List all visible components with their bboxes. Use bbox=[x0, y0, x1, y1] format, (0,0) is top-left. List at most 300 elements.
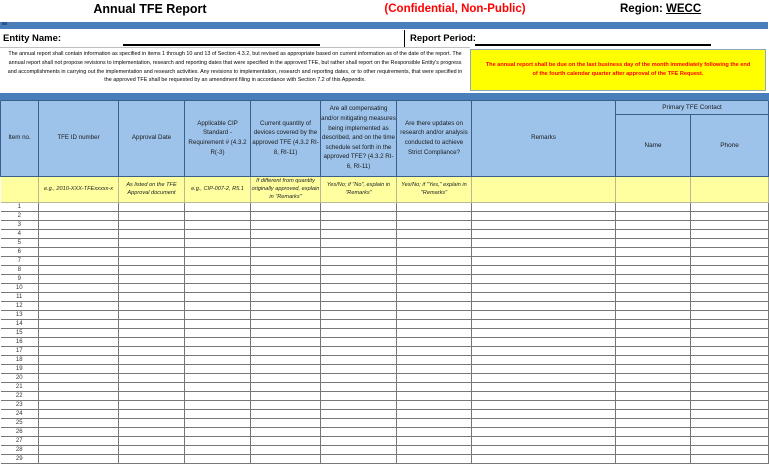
table-cell[interactable] bbox=[691, 220, 769, 229]
table-row[interactable] bbox=[1, 445, 769, 454]
table-cell[interactable] bbox=[119, 310, 185, 319]
table-cell[interactable] bbox=[39, 274, 119, 283]
table-cell[interactable] bbox=[185, 373, 251, 382]
table-cell[interactable] bbox=[472, 229, 616, 238]
table-cell[interactable] bbox=[616, 391, 691, 400]
table-cell[interactable] bbox=[321, 229, 397, 238]
table-cell[interactable] bbox=[616, 427, 691, 436]
table-cell[interactable] bbox=[119, 238, 185, 247]
table-cell[interactable] bbox=[472, 418, 616, 427]
table-cell[interactable] bbox=[472, 346, 616, 355]
table-cell[interactable] bbox=[691, 256, 769, 265]
table-cell[interactable] bbox=[397, 229, 472, 238]
table-cell[interactable] bbox=[397, 400, 472, 409]
table-cell[interactable] bbox=[472, 355, 616, 364]
table-cell[interactable] bbox=[251, 382, 321, 391]
table-cell[interactable] bbox=[397, 364, 472, 373]
table-cell[interactable] bbox=[616, 256, 691, 265]
table-cell[interactable] bbox=[321, 283, 397, 292]
table-cell[interactable] bbox=[321, 247, 397, 256]
table-cell[interactable] bbox=[251, 346, 321, 355]
table-cell[interactable] bbox=[185, 427, 251, 436]
table-cell[interactable] bbox=[321, 220, 397, 229]
table-cell[interactable] bbox=[616, 292, 691, 301]
table-cell[interactable] bbox=[185, 454, 251, 463]
table-cell[interactable] bbox=[185, 274, 251, 283]
table-cell[interactable] bbox=[397, 238, 472, 247]
table-cell[interactable] bbox=[616, 355, 691, 364]
table-cell[interactable] bbox=[251, 427, 321, 436]
table-cell[interactable] bbox=[185, 310, 251, 319]
table-cell[interactable] bbox=[39, 364, 119, 373]
table-cell[interactable] bbox=[251, 364, 321, 373]
table-cell[interactable] bbox=[616, 283, 691, 292]
table-cell[interactable] bbox=[321, 211, 397, 220]
table-cell[interactable] bbox=[119, 202, 185, 211]
table-cell[interactable] bbox=[251, 220, 321, 229]
table-cell[interactable] bbox=[185, 247, 251, 256]
table-cell[interactable] bbox=[472, 400, 616, 409]
table-cell[interactable] bbox=[472, 274, 616, 283]
table-cell[interactable] bbox=[185, 364, 251, 373]
table-cell[interactable] bbox=[472, 265, 616, 274]
table-cell[interactable] bbox=[39, 211, 119, 220]
table-cell[interactable] bbox=[691, 202, 769, 211]
table-cell[interactable] bbox=[321, 364, 397, 373]
table-cell[interactable] bbox=[185, 319, 251, 328]
table-cell[interactable] bbox=[119, 211, 185, 220]
table-cell[interactable] bbox=[185, 436, 251, 445]
table-cell[interactable] bbox=[691, 427, 769, 436]
table-cell[interactable] bbox=[185, 337, 251, 346]
table-cell[interactable] bbox=[251, 454, 321, 463]
table-cell[interactable] bbox=[321, 337, 397, 346]
table-cell[interactable] bbox=[397, 382, 472, 391]
table-cell[interactable] bbox=[472, 445, 616, 454]
table-cell[interactable] bbox=[691, 445, 769, 454]
table-cell[interactable] bbox=[321, 409, 397, 418]
table-cell[interactable] bbox=[119, 247, 185, 256]
table-cell[interactable] bbox=[321, 391, 397, 400]
table-cell[interactable] bbox=[472, 202, 616, 211]
table-cell[interactable] bbox=[691, 418, 769, 427]
table-cell[interactable] bbox=[472, 328, 616, 337]
table-cell[interactable] bbox=[39, 436, 119, 445]
table-cell[interactable] bbox=[616, 382, 691, 391]
table-cell[interactable] bbox=[691, 400, 769, 409]
table-cell[interactable] bbox=[39, 256, 119, 265]
table-cell[interactable] bbox=[397, 292, 472, 301]
table-cell[interactable] bbox=[251, 283, 321, 292]
table-cell[interactable] bbox=[39, 400, 119, 409]
table-cell[interactable] bbox=[397, 454, 472, 463]
table-cell[interactable] bbox=[397, 283, 472, 292]
table-cell[interactable] bbox=[39, 220, 119, 229]
table-cell[interactable] bbox=[119, 265, 185, 274]
table-row[interactable] bbox=[1, 319, 769, 328]
table-cell[interactable] bbox=[119, 355, 185, 364]
table-cell[interactable] bbox=[397, 337, 472, 346]
table-cell[interactable] bbox=[251, 418, 321, 427]
table-cell[interactable] bbox=[119, 382, 185, 391]
table-cell[interactable] bbox=[119, 454, 185, 463]
table-cell[interactable] bbox=[616, 238, 691, 247]
table-cell[interactable] bbox=[397, 328, 472, 337]
table-cell[interactable] bbox=[251, 256, 321, 265]
table-cell[interactable] bbox=[251, 355, 321, 364]
table-cell[interactable] bbox=[39, 418, 119, 427]
table-cell[interactable] bbox=[472, 220, 616, 229]
entity-name-input[interactable] bbox=[123, 44, 320, 46]
table-cell[interactable] bbox=[185, 445, 251, 454]
table-cell[interactable] bbox=[185, 229, 251, 238]
table-cell[interactable] bbox=[397, 265, 472, 274]
table-cell[interactable] bbox=[321, 373, 397, 382]
table-cell[interactable] bbox=[321, 256, 397, 265]
table-row[interactable] bbox=[1, 364, 769, 373]
table-cell[interactable] bbox=[397, 346, 472, 355]
table-cell[interactable] bbox=[39, 454, 119, 463]
table-cell[interactable] bbox=[185, 418, 251, 427]
table-row[interactable] bbox=[1, 292, 769, 301]
table-row[interactable] bbox=[1, 400, 769, 409]
table-cell[interactable] bbox=[39, 238, 119, 247]
table-cell[interactable] bbox=[251, 310, 321, 319]
table-cell[interactable] bbox=[321, 346, 397, 355]
table-cell[interactable] bbox=[321, 310, 397, 319]
table-cell[interactable] bbox=[185, 301, 251, 310]
table-cell[interactable] bbox=[185, 283, 251, 292]
table-cell[interactable] bbox=[691, 283, 769, 292]
table-cell[interactable] bbox=[39, 346, 119, 355]
row-number: 12 bbox=[1, 301, 39, 310]
table-cell[interactable] bbox=[691, 274, 769, 283]
table-cell[interactable] bbox=[119, 220, 185, 229]
table-cell[interactable] bbox=[321, 238, 397, 247]
table-cell[interactable] bbox=[39, 247, 119, 256]
table-cell[interactable] bbox=[472, 283, 616, 292]
table-cell[interactable] bbox=[119, 256, 185, 265]
table-cell[interactable] bbox=[119, 292, 185, 301]
table-cell[interactable] bbox=[472, 427, 616, 436]
table-cell[interactable] bbox=[185, 355, 251, 364]
table-cell[interactable] bbox=[321, 454, 397, 463]
table-cell[interactable] bbox=[119, 436, 185, 445]
table-cell[interactable] bbox=[472, 382, 616, 391]
table-cell[interactable] bbox=[39, 355, 119, 364]
table-row[interactable] bbox=[1, 238, 769, 247]
table-cell[interactable] bbox=[321, 418, 397, 427]
table-row[interactable] bbox=[1, 418, 769, 427]
table-cell[interactable] bbox=[616, 337, 691, 346]
table-cell[interactable] bbox=[251, 274, 321, 283]
table-cell[interactable] bbox=[119, 373, 185, 382]
table-cell[interactable] bbox=[691, 409, 769, 418]
table-cell[interactable] bbox=[472, 373, 616, 382]
table-cell[interactable] bbox=[321, 301, 397, 310]
table-cell[interactable] bbox=[39, 265, 119, 274]
table-cell[interactable] bbox=[691, 436, 769, 445]
table-cell[interactable] bbox=[251, 337, 321, 346]
table-row[interactable] bbox=[1, 346, 769, 355]
table-cell[interactable] bbox=[397, 391, 472, 400]
table-cell[interactable] bbox=[691, 310, 769, 319]
table-cell[interactable] bbox=[119, 337, 185, 346]
table-cell[interactable] bbox=[119, 229, 185, 238]
table-cell[interactable] bbox=[397, 310, 472, 319]
table-cell[interactable] bbox=[616, 364, 691, 373]
table-cell[interactable] bbox=[39, 409, 119, 418]
table-cell[interactable] bbox=[251, 400, 321, 409]
table-cell[interactable] bbox=[251, 247, 321, 256]
row-number: 4 bbox=[1, 229, 39, 238]
table-row[interactable] bbox=[1, 211, 769, 220]
table-cell[interactable] bbox=[185, 292, 251, 301]
table-cell[interactable] bbox=[397, 445, 472, 454]
table-cell[interactable] bbox=[472, 247, 616, 256]
col-header-device-quantity: Current quantity of devices covered by the approved TFE (4.3.2 RI-8, RI-11) bbox=[251, 100, 321, 176]
table-cell[interactable] bbox=[251, 229, 321, 238]
table-cell[interactable] bbox=[185, 265, 251, 274]
table-cell[interactable] bbox=[119, 274, 185, 283]
table-row[interactable] bbox=[1, 355, 769, 364]
table-cell[interactable] bbox=[691, 373, 769, 382]
table-row[interactable] bbox=[1, 391, 769, 400]
table-cell[interactable] bbox=[185, 202, 251, 211]
table-cell[interactable] bbox=[251, 436, 321, 445]
table-cell[interactable] bbox=[321, 436, 397, 445]
table-cell[interactable] bbox=[321, 400, 397, 409]
table-cell[interactable] bbox=[119, 445, 185, 454]
table-cell[interactable] bbox=[472, 310, 616, 319]
table-cell[interactable] bbox=[616, 229, 691, 238]
table-cell[interactable] bbox=[472, 454, 616, 463]
table-cell[interactable] bbox=[691, 328, 769, 337]
table-cell[interactable] bbox=[397, 274, 472, 283]
table-cell[interactable] bbox=[119, 427, 185, 436]
table-cell[interactable] bbox=[185, 409, 251, 418]
table-cell[interactable] bbox=[119, 364, 185, 373]
table-row[interactable] bbox=[1, 229, 769, 238]
table-cell[interactable] bbox=[616, 328, 691, 337]
table-cell[interactable] bbox=[616, 319, 691, 328]
table-cell[interactable] bbox=[691, 382, 769, 391]
table-cell[interactable] bbox=[616, 265, 691, 274]
table-cell[interactable] bbox=[472, 256, 616, 265]
table-cell[interactable] bbox=[397, 202, 472, 211]
table-cell[interactable] bbox=[119, 319, 185, 328]
table-row[interactable] bbox=[1, 202, 769, 211]
report-period-input[interactable] bbox=[475, 44, 711, 46]
table-cell[interactable] bbox=[39, 391, 119, 400]
table-cell[interactable] bbox=[616, 211, 691, 220]
table-cell[interactable] bbox=[39, 202, 119, 211]
table-cell[interactable] bbox=[185, 391, 251, 400]
table-cell[interactable] bbox=[397, 211, 472, 220]
table-cell[interactable] bbox=[39, 328, 119, 337]
table-cell[interactable] bbox=[691, 247, 769, 256]
table-cell[interactable] bbox=[616, 274, 691, 283]
table-cell[interactable] bbox=[39, 292, 119, 301]
table-cell[interactable] bbox=[472, 211, 616, 220]
table-row[interactable] bbox=[1, 454, 769, 463]
table-row[interactable] bbox=[1, 337, 769, 346]
table-cell[interactable] bbox=[616, 373, 691, 382]
table-row[interactable] bbox=[1, 265, 769, 274]
table-cell[interactable] bbox=[39, 283, 119, 292]
table-cell[interactable] bbox=[185, 211, 251, 220]
table-cell[interactable] bbox=[251, 265, 321, 274]
example-cip-standard: e.g., CIP-007-2, R5.1 bbox=[185, 176, 251, 202]
table-cell[interactable] bbox=[321, 292, 397, 301]
table-row[interactable] bbox=[1, 283, 769, 292]
row-number: 13 bbox=[1, 310, 39, 319]
table-cell[interactable] bbox=[39, 382, 119, 391]
table-cell[interactable] bbox=[616, 310, 691, 319]
table-cell[interactable] bbox=[185, 328, 251, 337]
table-cell[interactable] bbox=[39, 373, 119, 382]
table-cell[interactable] bbox=[691, 391, 769, 400]
table-cell[interactable] bbox=[397, 256, 472, 265]
table-cell[interactable] bbox=[472, 319, 616, 328]
table-cell[interactable] bbox=[397, 247, 472, 256]
table-cell[interactable] bbox=[472, 391, 616, 400]
table-cell[interactable] bbox=[616, 409, 691, 418]
table-cell[interactable] bbox=[119, 283, 185, 292]
table-cell[interactable] bbox=[119, 409, 185, 418]
table-row[interactable] bbox=[1, 436, 769, 445]
table-cell[interactable] bbox=[616, 247, 691, 256]
table-cell[interactable] bbox=[616, 220, 691, 229]
table-row[interactable] bbox=[1, 247, 769, 256]
table-cell[interactable] bbox=[321, 427, 397, 436]
table-cell[interactable] bbox=[616, 301, 691, 310]
table-cell[interactable] bbox=[251, 373, 321, 382]
table-cell[interactable] bbox=[691, 319, 769, 328]
table-cell[interactable] bbox=[691, 454, 769, 463]
table-cell[interactable] bbox=[472, 301, 616, 310]
table-cell[interactable] bbox=[691, 229, 769, 238]
table-cell[interactable] bbox=[397, 319, 472, 328]
table-row[interactable] bbox=[1, 382, 769, 391]
table-cell[interactable] bbox=[691, 301, 769, 310]
table-cell[interactable] bbox=[39, 301, 119, 310]
table-cell[interactable] bbox=[251, 292, 321, 301]
table-row[interactable] bbox=[1, 373, 769, 382]
table-row[interactable] bbox=[1, 256, 769, 265]
table-cell[interactable] bbox=[397, 427, 472, 436]
table-cell[interactable] bbox=[616, 418, 691, 427]
row-number: 23 bbox=[1, 400, 39, 409]
table-cell[interactable] bbox=[39, 445, 119, 454]
table-cell[interactable] bbox=[119, 328, 185, 337]
table-cell[interactable] bbox=[472, 337, 616, 346]
table-cell[interactable] bbox=[321, 382, 397, 391]
table-cell[interactable] bbox=[185, 220, 251, 229]
table-cell[interactable] bbox=[397, 436, 472, 445]
table-cell[interactable] bbox=[119, 400, 185, 409]
table-row[interactable] bbox=[1, 274, 769, 283]
table-cell[interactable] bbox=[321, 355, 397, 364]
table-cell[interactable] bbox=[472, 409, 616, 418]
table-cell[interactable] bbox=[251, 238, 321, 247]
table-cell[interactable] bbox=[251, 301, 321, 310]
table-cell[interactable] bbox=[119, 346, 185, 355]
table-cell[interactable] bbox=[251, 391, 321, 400]
table-cell[interactable] bbox=[119, 301, 185, 310]
table-cell[interactable] bbox=[397, 220, 472, 229]
table-cell[interactable] bbox=[185, 238, 251, 247]
table-cell[interactable] bbox=[185, 256, 251, 265]
table-cell[interactable] bbox=[321, 328, 397, 337]
table-row[interactable] bbox=[1, 301, 769, 310]
table-cell[interactable] bbox=[321, 202, 397, 211]
table-cell[interactable] bbox=[185, 400, 251, 409]
table-cell[interactable] bbox=[472, 436, 616, 445]
table-cell[interactable] bbox=[616, 436, 691, 445]
table-cell[interactable] bbox=[251, 319, 321, 328]
table-row[interactable] bbox=[1, 409, 769, 418]
table-cell[interactable] bbox=[119, 418, 185, 427]
table-cell[interactable] bbox=[251, 409, 321, 418]
table-cell[interactable] bbox=[616, 346, 691, 355]
table-cell[interactable] bbox=[397, 301, 472, 310]
row-number: 14 bbox=[1, 319, 39, 328]
table-cell[interactable] bbox=[119, 391, 185, 400]
table-cell[interactable] bbox=[185, 346, 251, 355]
table-cell[interactable] bbox=[616, 202, 691, 211]
table-cell[interactable] bbox=[39, 310, 119, 319]
table-cell[interactable] bbox=[691, 337, 769, 346]
table-cell[interactable] bbox=[691, 364, 769, 373]
table-cell[interactable] bbox=[691, 292, 769, 301]
table-cell[interactable] bbox=[321, 445, 397, 454]
table-row[interactable] bbox=[1, 310, 769, 319]
table-cell[interactable] bbox=[39, 337, 119, 346]
table-row[interactable] bbox=[1, 220, 769, 229]
table-cell[interactable] bbox=[616, 400, 691, 409]
table-cell[interactable] bbox=[472, 292, 616, 301]
table-cell[interactable] bbox=[691, 238, 769, 247]
table-cell[interactable] bbox=[397, 418, 472, 427]
table-cell[interactable] bbox=[321, 265, 397, 274]
table-cell[interactable] bbox=[251, 445, 321, 454]
table-cell[interactable] bbox=[616, 454, 691, 463]
table-cell[interactable] bbox=[251, 202, 321, 211]
table-row[interactable] bbox=[1, 427, 769, 436]
table-cell[interactable] bbox=[397, 373, 472, 382]
table-cell[interactable] bbox=[691, 211, 769, 220]
table-cell[interactable] bbox=[691, 355, 769, 364]
table-cell[interactable] bbox=[39, 319, 119, 328]
table-cell[interactable] bbox=[691, 265, 769, 274]
table-cell[interactable] bbox=[39, 427, 119, 436]
table-cell[interactable] bbox=[321, 274, 397, 283]
col-group-header-primary-contact: Primary TFE Contact bbox=[616, 100, 769, 114]
table-cell[interactable] bbox=[472, 238, 616, 247]
table-cell[interactable] bbox=[691, 346, 769, 355]
table-cell[interactable] bbox=[397, 409, 472, 418]
table-row[interactable] bbox=[1, 328, 769, 337]
table-cell[interactable] bbox=[397, 355, 472, 364]
table-cell[interactable] bbox=[185, 382, 251, 391]
table-cell[interactable] bbox=[472, 364, 616, 373]
table-cell[interactable] bbox=[616, 445, 691, 454]
table-cell[interactable] bbox=[39, 229, 119, 238]
table-cell[interactable] bbox=[251, 328, 321, 337]
table-cell[interactable] bbox=[321, 319, 397, 328]
table-cell[interactable] bbox=[251, 211, 321, 220]
